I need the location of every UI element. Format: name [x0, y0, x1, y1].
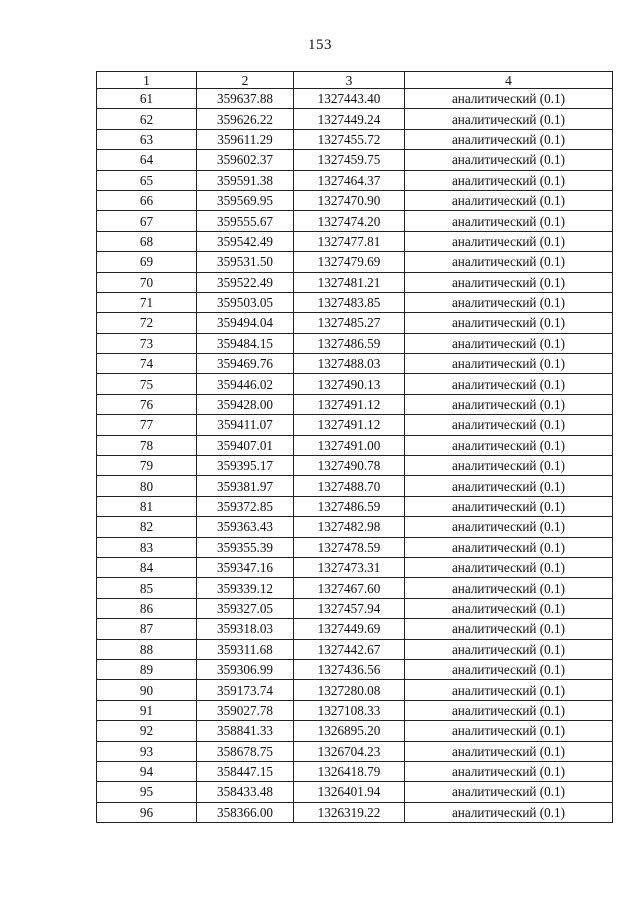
- method-cell: аналитический (0.1): [405, 415, 613, 435]
- y-coordinate-cell: 1327459.75: [294, 150, 405, 170]
- y-coordinate-cell: 1327481.21: [294, 272, 405, 292]
- y-coordinate-cell: 1327491.12: [294, 394, 405, 414]
- x-coordinate-cell: 358841.33: [197, 721, 294, 741]
- table-row: [97, 374, 613, 394]
- x-coordinate-cell: 358447.15: [197, 761, 294, 781]
- table-row: [97, 761, 613, 781]
- x-coordinate-cell: 359318.03: [197, 619, 294, 639]
- y-coordinate-cell: 1326704.23: [294, 741, 405, 761]
- table-row: [97, 741, 613, 761]
- table-row: [97, 456, 613, 476]
- table-row: [97, 231, 613, 251]
- table-row: [97, 333, 613, 353]
- x-coordinate-cell: 359531.50: [197, 252, 294, 272]
- column-header-1: 1: [97, 72, 197, 89]
- method-cell: аналитический (0.1): [405, 659, 613, 679]
- y-coordinate-cell: 1326319.22: [294, 802, 405, 822]
- method-cell: аналитический (0.1): [405, 761, 613, 781]
- y-coordinate-cell: 1327488.70: [294, 476, 405, 496]
- point-number-cell: 75: [97, 374, 197, 394]
- method-cell: аналитический (0.1): [405, 598, 613, 618]
- method-cell: аналитический (0.1): [405, 802, 613, 822]
- point-number-cell: 70: [97, 272, 197, 292]
- table-row: [97, 721, 613, 741]
- table-row: [97, 394, 613, 414]
- point-number-cell: 64: [97, 150, 197, 170]
- method-cell: аналитический (0.1): [405, 517, 613, 537]
- method-cell: аналитический (0.1): [405, 374, 613, 394]
- point-number-cell: 86: [97, 598, 197, 618]
- point-number-cell: 71: [97, 292, 197, 312]
- point-number-cell: 84: [97, 557, 197, 577]
- method-cell: аналитический (0.1): [405, 272, 613, 292]
- table-header: [97, 72, 613, 89]
- method-cell: аналитический (0.1): [405, 476, 613, 496]
- y-coordinate-cell: 1327449.69: [294, 619, 405, 639]
- method-cell: аналитический (0.1): [405, 680, 613, 700]
- method-cell: аналитический (0.1): [405, 496, 613, 516]
- method-cell: аналитический (0.1): [405, 354, 613, 374]
- point-number-cell: 93: [97, 741, 197, 761]
- table-row: [97, 129, 613, 149]
- y-coordinate-cell: 1327478.59: [294, 537, 405, 557]
- point-number-cell: 89: [97, 659, 197, 679]
- point-number-cell: 96: [97, 802, 197, 822]
- y-coordinate-cell: 1327470.90: [294, 190, 405, 210]
- y-coordinate-cell: 1327490.13: [294, 374, 405, 394]
- x-coordinate-cell: 358678.75: [197, 741, 294, 761]
- point-number-cell: 80: [97, 476, 197, 496]
- point-number-cell: 94: [97, 761, 197, 781]
- table-row: [97, 619, 613, 639]
- table-row: [97, 170, 613, 190]
- point-number-cell: 85: [97, 578, 197, 598]
- y-coordinate-cell: 1327491.12: [294, 415, 405, 435]
- x-coordinate-cell: 359555.67: [197, 211, 294, 231]
- method-cell: аналитический (0.1): [405, 150, 613, 170]
- x-coordinate-cell: 359446.02: [197, 374, 294, 394]
- x-coordinate-cell: 359503.05: [197, 292, 294, 312]
- table-body: [97, 89, 613, 823]
- x-coordinate-cell: 359428.00: [197, 394, 294, 414]
- coordinates-table-container: [96, 71, 612, 823]
- method-cell: аналитический (0.1): [405, 333, 613, 353]
- point-number-cell: 79: [97, 456, 197, 476]
- point-number-cell: 90: [97, 680, 197, 700]
- x-coordinate-cell: 359407.01: [197, 435, 294, 455]
- table-row: [97, 517, 613, 537]
- point-number-cell: 77: [97, 415, 197, 435]
- x-coordinate-cell: 359494.04: [197, 313, 294, 333]
- point-number-cell: 82: [97, 517, 197, 537]
- y-coordinate-cell: 1326895.20: [294, 721, 405, 741]
- y-coordinate-cell: 1327467.60: [294, 578, 405, 598]
- table-row: [97, 659, 613, 679]
- point-number-cell: 78: [97, 435, 197, 455]
- y-coordinate-cell: 1326401.94: [294, 782, 405, 802]
- method-cell: аналитический (0.1): [405, 394, 613, 414]
- x-coordinate-cell: 359626.22: [197, 109, 294, 129]
- x-coordinate-cell: 359311.68: [197, 639, 294, 659]
- x-coordinate-cell: 359027.78: [197, 700, 294, 720]
- table-row: [97, 354, 613, 374]
- point-number-cell: 63: [97, 129, 197, 149]
- method-cell: аналитический (0.1): [405, 313, 613, 333]
- method-cell: аналитический (0.1): [405, 190, 613, 210]
- table-row: [97, 598, 613, 618]
- y-coordinate-cell: 1327473.31: [294, 557, 405, 577]
- table-row: [97, 292, 613, 312]
- point-number-cell: 92: [97, 721, 197, 741]
- table-row: [97, 802, 613, 822]
- point-number-cell: 72: [97, 313, 197, 333]
- point-number-cell: 62: [97, 109, 197, 129]
- x-coordinate-cell: 359469.76: [197, 354, 294, 374]
- x-coordinate-cell: 358366.00: [197, 802, 294, 822]
- point-number-cell: 66: [97, 190, 197, 210]
- point-number-cell: 67: [97, 211, 197, 231]
- table-row: [97, 89, 613, 109]
- y-coordinate-cell: 1327474.20: [294, 211, 405, 231]
- x-coordinate-cell: 359381.97: [197, 476, 294, 496]
- point-number-cell: 81: [97, 496, 197, 516]
- y-coordinate-cell: 1327443.40: [294, 89, 405, 109]
- y-coordinate-cell: 1327479.69: [294, 252, 405, 272]
- x-coordinate-cell: 359347.16: [197, 557, 294, 577]
- point-number-cell: 61: [97, 89, 197, 109]
- y-coordinate-cell: 1327486.59: [294, 496, 405, 516]
- table-row: [97, 109, 613, 129]
- x-coordinate-cell: 359306.99: [197, 659, 294, 679]
- y-coordinate-cell: 1327482.98: [294, 517, 405, 537]
- x-coordinate-cell: 359484.15: [197, 333, 294, 353]
- table-row: [97, 537, 613, 557]
- x-coordinate-cell: 359363.43: [197, 517, 294, 537]
- x-coordinate-cell: 359611.29: [197, 129, 294, 149]
- x-coordinate-cell: 359591.38: [197, 170, 294, 190]
- point-number-cell: 87: [97, 619, 197, 639]
- table-row: [97, 476, 613, 496]
- y-coordinate-cell: 1327455.72: [294, 129, 405, 149]
- table-row: [97, 496, 613, 516]
- table-row: [97, 557, 613, 577]
- y-coordinate-cell: 1327486.59: [294, 333, 405, 353]
- method-cell: аналитический (0.1): [405, 537, 613, 557]
- method-cell: аналитический (0.1): [405, 109, 613, 129]
- y-coordinate-cell: 1327108.33: [294, 700, 405, 720]
- table-row: [97, 272, 613, 292]
- table-row: [97, 415, 613, 435]
- column-header-2: 2: [197, 72, 294, 89]
- point-number-cell: 76: [97, 394, 197, 414]
- y-coordinate-cell: 1327280.08: [294, 680, 405, 700]
- table-row: [97, 782, 613, 802]
- method-cell: аналитический (0.1): [405, 211, 613, 231]
- method-cell: аналитический (0.1): [405, 639, 613, 659]
- point-number-cell: 74: [97, 354, 197, 374]
- method-cell: аналитический (0.1): [405, 557, 613, 577]
- method-cell: аналитический (0.1): [405, 741, 613, 761]
- x-coordinate-cell: 359173.74: [197, 680, 294, 700]
- table-row: [97, 578, 613, 598]
- y-coordinate-cell: 1327442.67: [294, 639, 405, 659]
- method-cell: аналитический (0.1): [405, 252, 613, 272]
- column-header-4: 4: [405, 72, 613, 89]
- table-row: [97, 680, 613, 700]
- y-coordinate-cell: 1327436.56: [294, 659, 405, 679]
- point-number-cell: 88: [97, 639, 197, 659]
- x-coordinate-cell: 359339.12: [197, 578, 294, 598]
- x-coordinate-cell: 359602.37: [197, 150, 294, 170]
- method-cell: аналитический (0.1): [405, 700, 613, 720]
- table-row: [97, 252, 613, 272]
- y-coordinate-cell: 1326418.79: [294, 761, 405, 781]
- point-number-cell: 73: [97, 333, 197, 353]
- point-number-cell: 69: [97, 252, 197, 272]
- method-cell: аналитический (0.1): [405, 129, 613, 149]
- y-coordinate-cell: 1327483.85: [294, 292, 405, 312]
- method-cell: аналитический (0.1): [405, 619, 613, 639]
- point-number-cell: 68: [97, 231, 197, 251]
- y-coordinate-cell: 1327490.78: [294, 456, 405, 476]
- y-coordinate-cell: 1327488.03: [294, 354, 405, 374]
- method-cell: аналитический (0.1): [405, 456, 613, 476]
- method-cell: аналитический (0.1): [405, 721, 613, 741]
- x-coordinate-cell: 359637.88: [197, 89, 294, 109]
- y-coordinate-cell: 1327464.37: [294, 170, 405, 190]
- column-header-3: 3: [294, 72, 405, 89]
- method-cell: аналитический (0.1): [405, 435, 613, 455]
- x-coordinate-cell: 359327.05: [197, 598, 294, 618]
- point-number-cell: 83: [97, 537, 197, 557]
- method-cell: аналитический (0.1): [405, 170, 613, 190]
- point-number-cell: 91: [97, 700, 197, 720]
- table-row: [97, 700, 613, 720]
- x-coordinate-cell: 359372.85: [197, 496, 294, 516]
- table-row: [97, 150, 613, 170]
- point-number-cell: 95: [97, 782, 197, 802]
- y-coordinate-cell: 1327491.00: [294, 435, 405, 455]
- table-row: [97, 435, 613, 455]
- x-coordinate-cell: 359522.49: [197, 272, 294, 292]
- point-number-cell: 65: [97, 170, 197, 190]
- x-coordinate-cell: 359542.49: [197, 231, 294, 251]
- x-coordinate-cell: 359395.17: [197, 456, 294, 476]
- page-number: 153: [308, 37, 332, 53]
- header-row: [97, 72, 613, 89]
- method-cell: аналитический (0.1): [405, 89, 613, 109]
- method-cell: аналитический (0.1): [405, 231, 613, 251]
- table-row: [97, 211, 613, 231]
- table-row: [97, 313, 613, 333]
- table-row: [97, 190, 613, 210]
- table-row: [97, 639, 613, 659]
- x-coordinate-cell: 359569.95: [197, 190, 294, 210]
- coordinates-table: [96, 71, 613, 823]
- x-coordinate-cell: 359355.39: [197, 537, 294, 557]
- y-coordinate-cell: 1327477.81: [294, 231, 405, 251]
- y-coordinate-cell: 1327457.94: [294, 598, 405, 618]
- method-cell: аналитический (0.1): [405, 578, 613, 598]
- method-cell: аналитический (0.1): [405, 782, 613, 802]
- x-coordinate-cell: 358433.48: [197, 782, 294, 802]
- method-cell: аналитический (0.1): [405, 292, 613, 312]
- x-coordinate-cell: 359411.07: [197, 415, 294, 435]
- y-coordinate-cell: 1327485.27: [294, 313, 405, 333]
- y-coordinate-cell: 1327449.24: [294, 109, 405, 129]
